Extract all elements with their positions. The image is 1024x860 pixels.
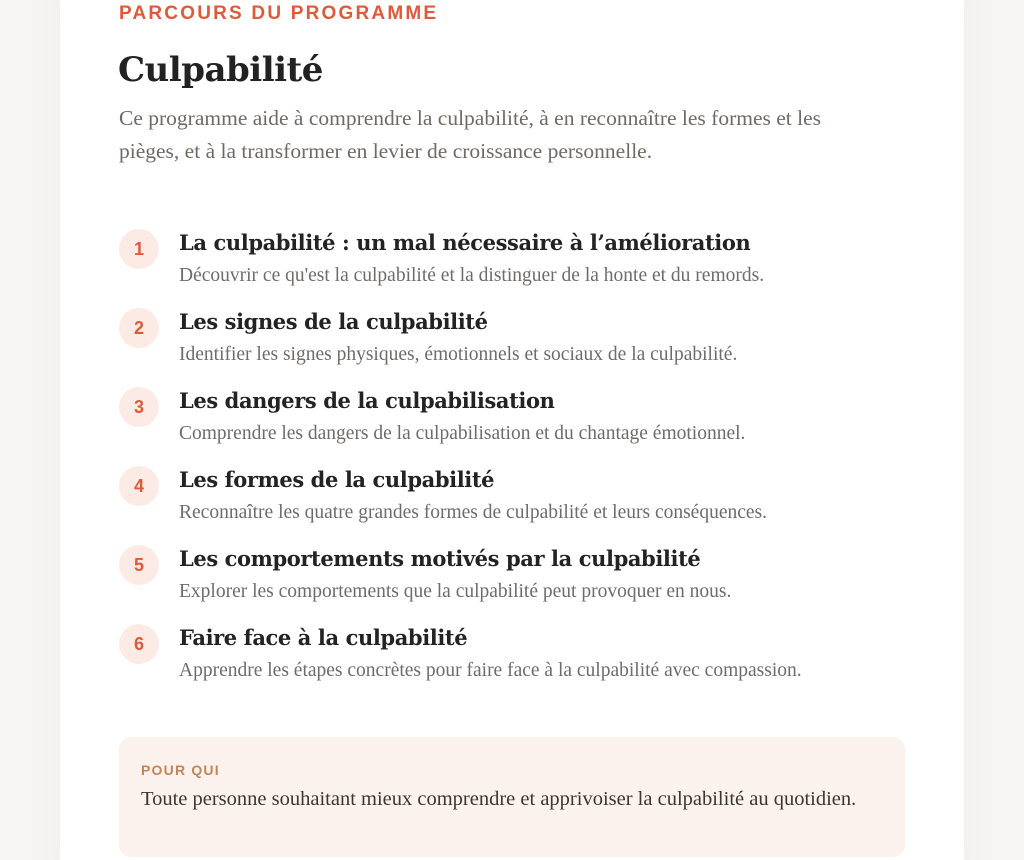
step-description: Apprendre les étapes concrètes pour faire face à la culpabilité avec compassion. [179, 660, 802, 681]
audience-panel [119, 737, 905, 857]
step-number-badge: 6 [119, 624, 159, 664]
step-item [119, 462, 899, 541]
step-item [119, 225, 899, 304]
program-intro: Ce programme aide à comprendre la culpabilité, à en reconnaître les formes et les pièges, et à la transformer en levier de croissance personnelle. [119, 106, 822, 163]
audience-text: Toute personne souhaitant mieux comprendre et apprivoiser la culpabilité au quotidien. [141, 788, 857, 810]
step-number-badge: 4 [119, 466, 159, 506]
step-number-badge: 5 [119, 545, 159, 585]
step-description: Identifier les signes physiques, émotionnels et sociaux de la culpabilité. [179, 344, 738, 365]
program-steps-list [119, 225, 899, 710]
step-title: Les signes de la culpabilité [179, 309, 488, 334]
step-title: Les dangers de la culpabilisation [179, 388, 555, 413]
step-title: Les formes de la culpabilité [179, 467, 495, 492]
step-item [119, 383, 899, 462]
step-number-badge: 3 [119, 387, 159, 427]
step-description: Reconnaître les quatre grandes formes de culpabilité et leurs conséquences. [179, 502, 768, 523]
step-title: Les comportements motivés par la culpabilité [179, 546, 701, 571]
step-item [119, 541, 899, 620]
step-title: Faire face à la culpabilité [179, 625, 468, 650]
audience-label: POUR QUI [141, 762, 220, 778]
step-title: La culpabilité : un mal nécessaire à l’amélioration [179, 230, 751, 255]
step-number-badge: 1 [119, 229, 159, 269]
step-number-badge: 2 [119, 308, 159, 348]
page-title: Culpabilité [118, 50, 323, 90]
step-item [119, 620, 899, 710]
step-description: Explorer les comportements que la culpabilité peut provoquer en nous. [179, 581, 732, 602]
section-eyebrow: PARCOURS DU PROGRAMME [119, 3, 439, 24]
step-item [119, 304, 899, 383]
step-description: Découvrir ce qu'est la culpabilité et la distinguer de la honte et du remords. [179, 265, 765, 286]
step-description: Comprendre les dangers de la culpabilisation et du chantage émotionnel. [179, 423, 746, 444]
